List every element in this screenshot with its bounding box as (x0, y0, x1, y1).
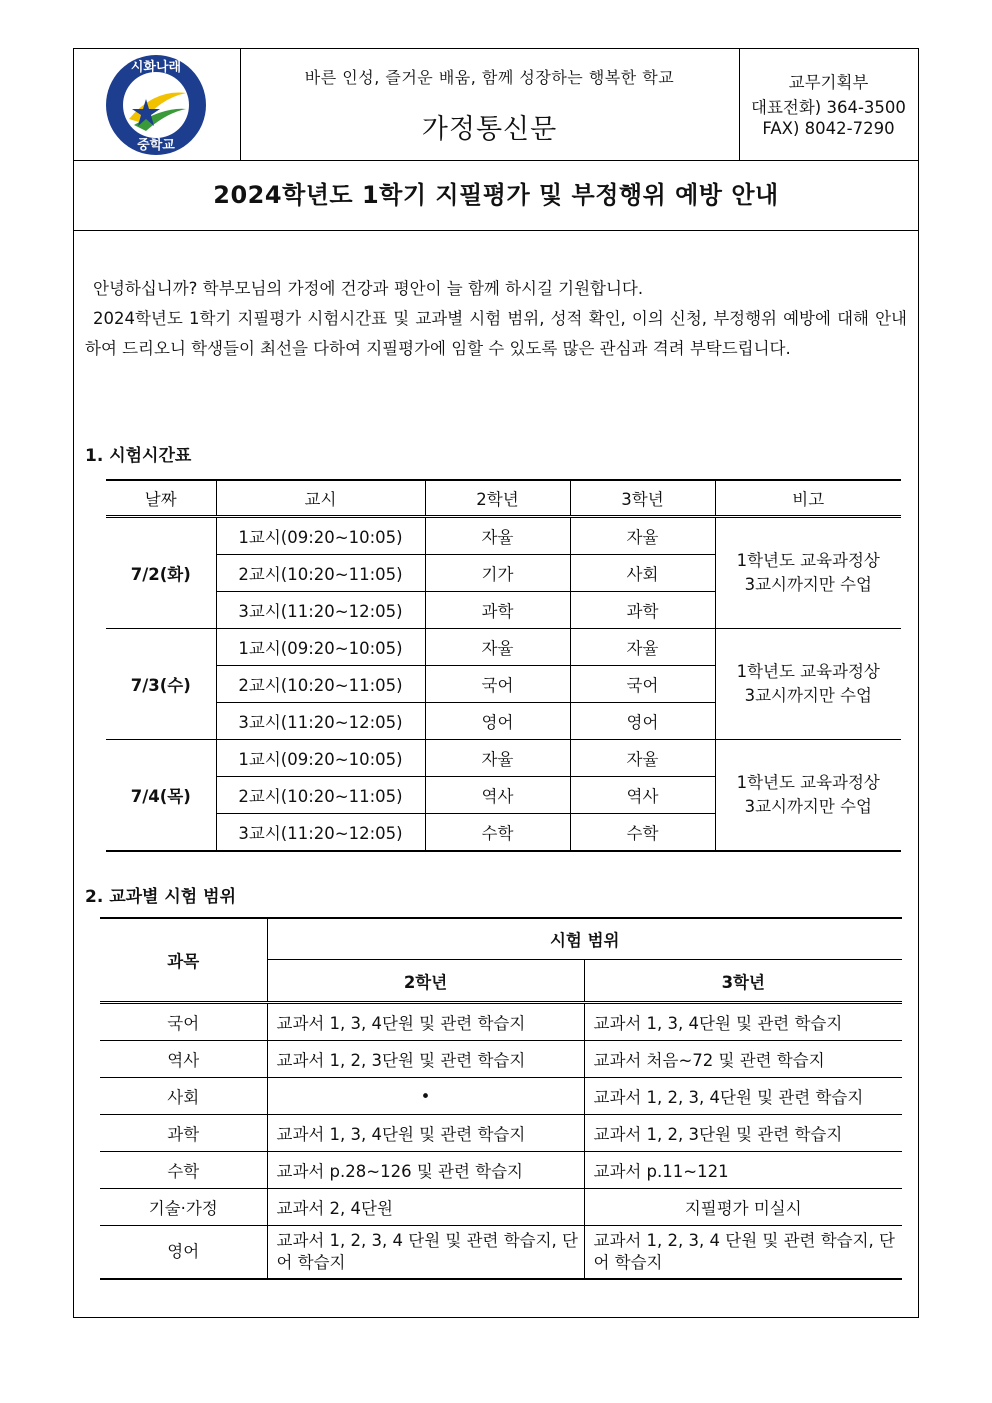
period-cell: 3교시(11:20~12:05) (216, 814, 425, 852)
subject-cell: 영어 (100, 1226, 267, 1280)
svg-text:시화나래: 시화나래 (130, 60, 182, 75)
note-cell (715, 629, 901, 740)
table-row (106, 740, 901, 777)
grade2-range: 교과서 2, 4단원 (267, 1189, 584, 1226)
phone-number: 대표전화) 364-3500 (751, 98, 906, 117)
table-row (106, 517, 901, 555)
grade3-subject: 역사 (570, 777, 715, 814)
subject-cell: 기술·가정 (100, 1189, 267, 1226)
note-cell (715, 517, 901, 629)
period-cell: 2교시(10:20~11:05) (216, 666, 425, 703)
school-logo (74, 49, 240, 160)
intro-line-2: 2024학년도 1학기 지필평가 시험시간표 및 교과별 시험 범위, 성적 확인, 이의 신청, 부정행위 예방에 대해 안내하여 드리오니 학생들이 최선을 다하여 지필평가에 임할 수 있도록 많은 관심과 격려 부탁드립니다. (85, 309, 907, 358)
section2-heading: 2. 교과별 시험 범위 (85, 887, 236, 907)
paper-name: 가정통신문 (421, 114, 558, 145)
period-cell: 3교시(11:20~12:05) (216, 703, 425, 740)
document-title: 2024학년도 1학기 지필평가 및 부정행위 예방 안내 (213, 181, 779, 209)
header-subject: 과목 (100, 918, 267, 1003)
period-cell: 1교시(09:20~10:05) (216, 740, 425, 777)
intro-text (85, 274, 907, 364)
grade2-range: 교과서 p.28~126 및 관련 학습지 (267, 1152, 584, 1189)
note-line-2: 3교시까지만 수업 (744, 686, 872, 705)
note-line-2: 3교시까지만 수업 (744, 575, 872, 594)
subject-cell: 사회 (100, 1078, 267, 1115)
school-motto: 바른 인성, 즐거운 배움, 함께 성장하는 행복한 학교 (304, 68, 675, 87)
table-row (100, 1003, 902, 1041)
grade3-subject: 자율 (570, 740, 715, 777)
table-row (100, 1041, 902, 1078)
grade3-range: 교과서 1, 2, 3, 4단원 및 관련 학습지 (584, 1078, 902, 1115)
range-header-row (100, 918, 902, 960)
grade3-range: 교과서 1, 2, 3, 4 단원 및 관련 학습지, 단어 학습지 (584, 1226, 902, 1280)
header (74, 49, 918, 161)
grade3-range: 교과서 1, 3, 4단원 및 관련 학습지 (584, 1003, 902, 1041)
grade2-range: 교과서 1, 2, 3단원 및 관련 학습지 (267, 1041, 584, 1078)
grade3-subject: 자율 (570, 517, 715, 555)
grade2-subject: 자율 (425, 740, 570, 777)
header-grade2: 2학년 (267, 960, 584, 1003)
header-title-cell (240, 49, 740, 160)
note-line-1: 1학년도 교육과정상 (736, 662, 880, 681)
fax-number: FAX) 8042-7290 (762, 119, 895, 138)
subject-cell: 국어 (100, 1003, 267, 1041)
date-cell: 7/3(수) (106, 629, 216, 740)
section1-heading: 1. 시험시간표 (85, 446, 192, 466)
subject-cell: 수학 (100, 1152, 267, 1189)
table-row (100, 1226, 902, 1280)
grade2-range: 교과서 1, 2, 3, 4 단원 및 관련 학습지, 단어 학습지 (267, 1226, 584, 1280)
note-line-1: 1학년도 교육과정상 (736, 773, 880, 792)
header-range: 시험 범위 (267, 918, 902, 960)
header-grade3: 3학년 (584, 960, 902, 1003)
header-grade2: 2학년 (425, 480, 570, 517)
grade3-subject: 국어 (570, 666, 715, 703)
period-cell: 3교시(11:20~12:05) (216, 592, 425, 629)
date-cell: 7/2(화) (106, 517, 216, 629)
period-cell: 1교시(09:20~10:05) (216, 517, 425, 555)
grade3-subject: 과학 (570, 592, 715, 629)
schedule-header-row (106, 480, 901, 517)
period-cell: 2교시(10:20~11:05) (216, 555, 425, 592)
grade2-range: 교과서 1, 3, 4단원 및 관련 학습지 (267, 1115, 584, 1152)
logo-cell (74, 49, 241, 160)
subject-cell: 과학 (100, 1115, 267, 1152)
table-row (100, 1078, 902, 1115)
table-row (100, 1152, 902, 1189)
header-grade3: 3학년 (570, 480, 715, 517)
header-period: 교시 (216, 480, 425, 517)
grade3-range: 지필평가 미실시 (584, 1189, 902, 1226)
contact-cell (739, 49, 918, 160)
grade2-subject: 수학 (425, 814, 570, 852)
note-cell (715, 740, 901, 852)
grade3-subject: 사회 (570, 555, 715, 592)
date-cell: 7/4(목) (106, 740, 216, 852)
grade2-subject: 자율 (425, 517, 570, 555)
grade3-range: 교과서 처음~72 및 관련 학습지 (584, 1041, 902, 1078)
grade2-subject: 자율 (425, 629, 570, 666)
header-note: 비고 (715, 480, 901, 517)
title-bar (74, 160, 918, 231)
grade3-range: 교과서 p.11~121 (584, 1152, 902, 1189)
note-line-2: 3교시까지만 수업 (744, 797, 872, 816)
exam-range-table (100, 917, 902, 1280)
department: 교무기획부 (788, 73, 869, 92)
subject-cell: 역사 (100, 1041, 267, 1078)
grade3-subject: 영어 (570, 703, 715, 740)
table-row (100, 1115, 902, 1152)
grade3-subject: 수학 (570, 814, 715, 852)
table-row (100, 1189, 902, 1226)
grade3-range: 교과서 1, 2, 3단원 및 관련 학습지 (584, 1115, 902, 1152)
note-line-1: 1학년도 교육과정상 (736, 551, 880, 570)
intro-line-1: 안녕하십니까? 학부모님의 가정에 건강과 평안이 늘 함께 하시길 기원합니다. (93, 279, 644, 298)
grade2-subject: 역사 (425, 777, 570, 814)
exam-schedule-table (106, 479, 901, 852)
table-row (106, 629, 901, 666)
grade3-subject: 자율 (570, 629, 715, 666)
header-date: 날짜 (106, 480, 216, 517)
grade2-subject: 기가 (425, 555, 570, 592)
grade2-subject: 과학 (425, 592, 570, 629)
svg-text:중학교: 중학교 (137, 138, 175, 153)
period-cell: 2교시(10:20~11:05) (216, 777, 425, 814)
period-cell: 1교시(09:20~10:05) (216, 629, 425, 666)
grade2-subject: 영어 (425, 703, 570, 740)
grade2-range: 교과서 1, 3, 4단원 및 관련 학습지 (267, 1003, 584, 1041)
grade2-subject: 국어 (425, 666, 570, 703)
grade2-range: • (267, 1078, 584, 1115)
